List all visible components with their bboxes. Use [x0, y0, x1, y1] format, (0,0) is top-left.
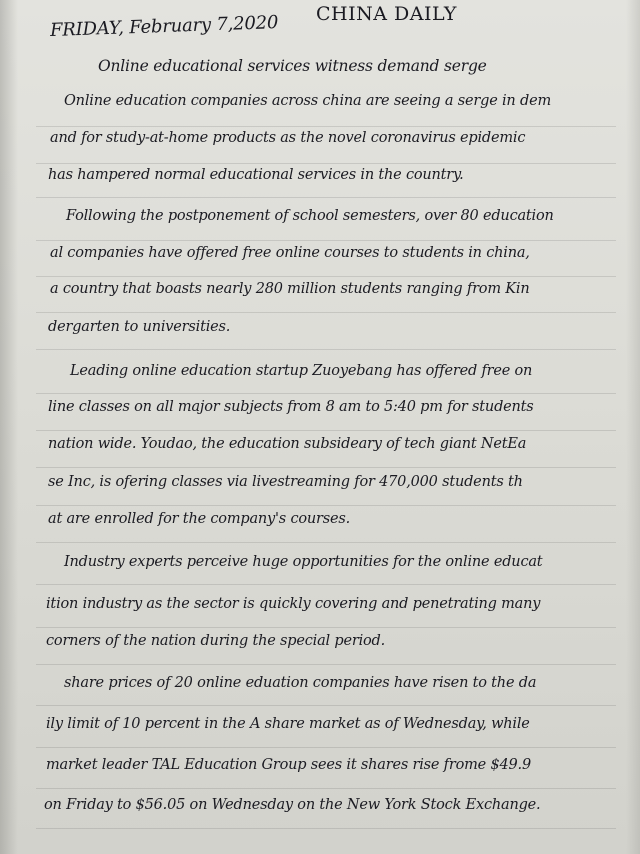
newspaper-name: CHINA DAILY	[316, 3, 457, 25]
text-line: nation wide. Youdao, the education subsideary of tech giant NetEa	[48, 436, 527, 452]
ruled-line	[36, 163, 616, 164]
text-line: ition industry as the sector is quickly covering and penetrating many	[46, 596, 541, 612]
ruled-line	[36, 197, 616, 198]
text-line: Online education companies across china are seeing a serge in dem	[64, 93, 551, 109]
article-date: FRIDAY, February 7,2020	[49, 12, 279, 41]
text-line: se Inc, is ofering classes via livestreaming for 470,000 students th	[48, 474, 523, 490]
text-line: Industry experts perceive huge opportunities for the online educat	[64, 554, 543, 570]
text-line: and for study-at-home products as the novel coronavirus epidemic	[50, 130, 526, 146]
text-line: has hampered normal educational services in the country.	[48, 167, 464, 183]
text-line: al companies have offered free online courses to students in china,	[50, 245, 530, 261]
ruled-line	[36, 664, 616, 665]
ruled-line	[36, 430, 616, 431]
ruled-line	[36, 542, 616, 543]
ruled-line	[36, 393, 616, 394]
page-shadow-left	[0, 0, 18, 854]
page-shadow-right	[626, 0, 640, 854]
article-headline: Online educational services witness demand serge	[98, 57, 487, 75]
ruled-line	[36, 240, 616, 241]
text-line: at are enrolled for the company's courses.	[48, 511, 351, 527]
text-line: ily limit of 10 percent in the A share market as of Wednesday, while	[46, 716, 530, 732]
ruled-line	[36, 747, 616, 748]
text-line: corners of the nation during the special period.	[46, 633, 386, 649]
ruled-line	[36, 467, 616, 468]
ruled-line	[36, 126, 616, 127]
text-line: a country that boasts nearly 280 million students ranging from Kin	[50, 281, 530, 297]
ruled-line	[36, 505, 616, 506]
ruled-line	[36, 627, 616, 628]
ruled-line	[36, 828, 616, 829]
text-line: line classes on all major subjects from 8 am to 5:40 pm for students	[48, 399, 534, 415]
text-line: Leading online education startup Zuoyebang has offered free on	[70, 363, 533, 379]
ruled-line	[36, 276, 616, 277]
ruled-line	[36, 705, 616, 706]
ruled-line	[36, 349, 616, 350]
ruled-line	[36, 584, 616, 585]
text-line: dergarten to universities.	[48, 319, 231, 335]
text-line: market leader TAL Education Group sees it shares rise frome $49.9	[46, 757, 531, 773]
ruled-line	[36, 312, 616, 313]
text-line: share prices of 20 online eduation companies have risen to the da	[64, 675, 537, 691]
text-line: Following the postponement of school semesters, over 80 education	[66, 208, 554, 224]
text-line: on Friday to $56.05 on Wednesday on the New York Stock Exchange.	[44, 797, 541, 813]
ruled-line	[36, 788, 616, 789]
